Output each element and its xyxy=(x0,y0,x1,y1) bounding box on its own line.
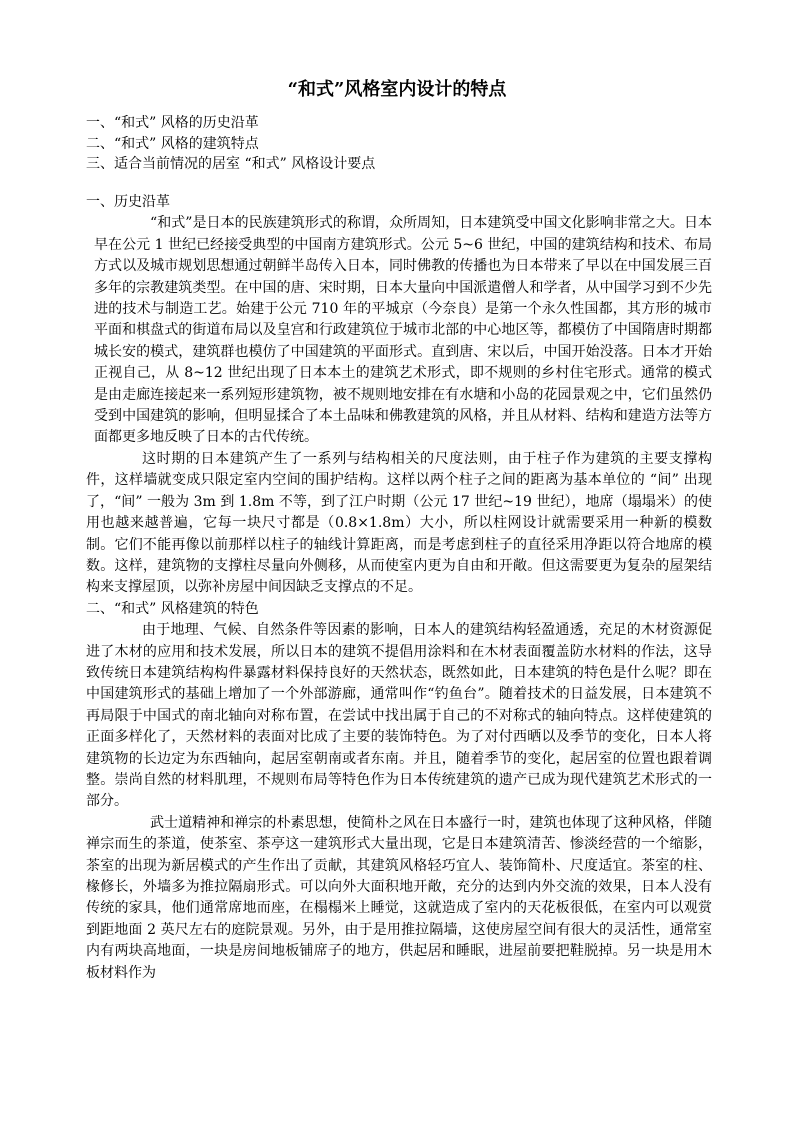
toc-item: 一、“和式” 风格的历史沿革 xyxy=(86,115,259,131)
section-heading: 一、历史沿革 xyxy=(86,194,170,210)
document-title: “和式”风格室内设计的特点 xyxy=(287,79,507,100)
section-heading: 二、“和式” 风格建筑的特色 xyxy=(86,600,259,617)
body-paragraph: “和式”是日本的民族建筑形式的称谓，众所周知，日本建筑受中国文化影响非常之大。日本早在公元 1 世纪已经接受典型的中国南方建筑形式。公元 5~6 世纪，中国的建筑结构和技术、布局方式以及城市规划思想通过朝鲜半岛传入日本，同时佛教的传播也为日本带来了早以在中国发展三百多年的宗教建筑类型。在中国的唐、宋时期，日本大量向中国派遣僧人和学者，从中国学习到不少先进的技术与制造工艺。始建于公元 710 年的平城京（今奈良）是第一个永久性国都，其方形的城市平面和棋盘式的街道布局以及皇宫和行政建筑位于城市北部的中心地区等，都模仿了中国隋唐时期都城长安的模式，建筑群也模仿了中国建筑的平面形式。直到唐、宋以后，中国开始没落。日本才开始正视自己，从 8~12 世纪出现了日本本土的建筑艺术形式，即不规则的乡村住宅形式。通常的模式是由走廊连接起来一系列短形建筑物，被不规则地安排在有水塘和小岛的花园景观之中，它们虽然仍受到中国建筑的影响，但明显揉合了本土品味和佛教建筑的风格，并且从材料、结构和建造方法等方面都更多地反映了日本的古代传统。 xyxy=(94,215,712,446)
body-paragraph: 这时期的日本建筑产生了一系列与结构相关的尺度法则，由于柱子作为建筑的主要支撑构件，这样墙就变成只限定室内空间的围护结构。这样以两个柱子之间的距离为基本单位的 “间” 出现了，“间” 一般为 3m 到 1.8m 不等，到了江户时期（公元 17 世纪~19 世纪），地席（塌塌米）的使用也越来越普遍，它每一块尺寸都是（0.8×1.8m）大小，所以柱网设计就需要采用一种新的模数制。它们不能再像以前那样以柱子的轴线计算距离，而是考虑到柱子的直径采用净距以符合地席的模数。这样，建筑物的支撑柱尽量向外侧移，从而使室内更为自由和开敞。但这需要更为复杂的屋架结构来支撑屋顶，以弥补房屋中间因缺乏支撑点的不足。 xyxy=(86,450,712,596)
body-paragraph: 武士道精神和禅宗的朴素思想，使简朴之风在日本盛行一时，建筑也体现了这种风格，伴随禅宗而生的茶道，使茶室、茶亭这一建筑形式大量出现，它是日本建筑清苦、惨淡经营的一个缩影，茶室的出现为新居模式的产生作出了贡献，其建筑风格轻巧宜人、装饰简朴、尺度适宜。茶室的柱、椽修长，外墙多为推拉隔扇形式。可以向外大面积地开敞，充分的达到内外交流的效果，日本人没有传统的家具，他们通常席地而座，在榻榻米上睡觉，这就造成了室内的天花板很低，在室内可以观赏到距地面 2 英尺左右的庭院景观。另外，由于是用推拉隔墙，这使房屋空间有很大的灵活性，通常室内有两块高地面，一块是房间地板铺席子的地方，供起居和睡眠，进屋前要把鞋脱掉。另一块是用木板材料作为 xyxy=(86,814,712,981)
toc-item: 二、“和式” 风格的建筑特点 xyxy=(86,135,259,152)
body-paragraph: 由于地理、气候、自然条件等因素的影响，日本人的建筑结构轻盈通透，充足的木材资源促进了木材的应用和技术发展，所以日本的建筑不提倡用涂料和在木材表面覆盖防水材料的作法，这导致传统日本建筑结构构件暴露材料保持良好的天然状态，既然如此，日本建筑的特色是什么呢？即在中国建筑形式的基础上增加了一个外部游廊，通常叫作“钓鱼台”。随着技术的日益发展，日本建筑不再局限于中国式的南北轴向对称布置，在尝试中找出属于自己的不对称式的轴向特点。这样使建筑的正面多样化了，天然材料的表面对比成了主要的装饰特色。为了对付西晒以及季节的变化，日本人将建筑物的长边定为东西轴向，起居室朝南或者东南。并且，随着季节的变化，起居室的位置也跟着调整。崇尚自然的材料肌理，不规则布局等特色作为日本传统建筑的遗产已成为现代建筑艺术形式的一部分。 xyxy=(86,622,712,810)
document-body xyxy=(86,192,712,984)
section-features xyxy=(86,599,712,984)
section-history xyxy=(86,192,712,599)
table-of-contents xyxy=(86,113,726,175)
toc-item: 三、适合当前情况的居室 “和式” 风格设计要点 xyxy=(86,156,376,172)
